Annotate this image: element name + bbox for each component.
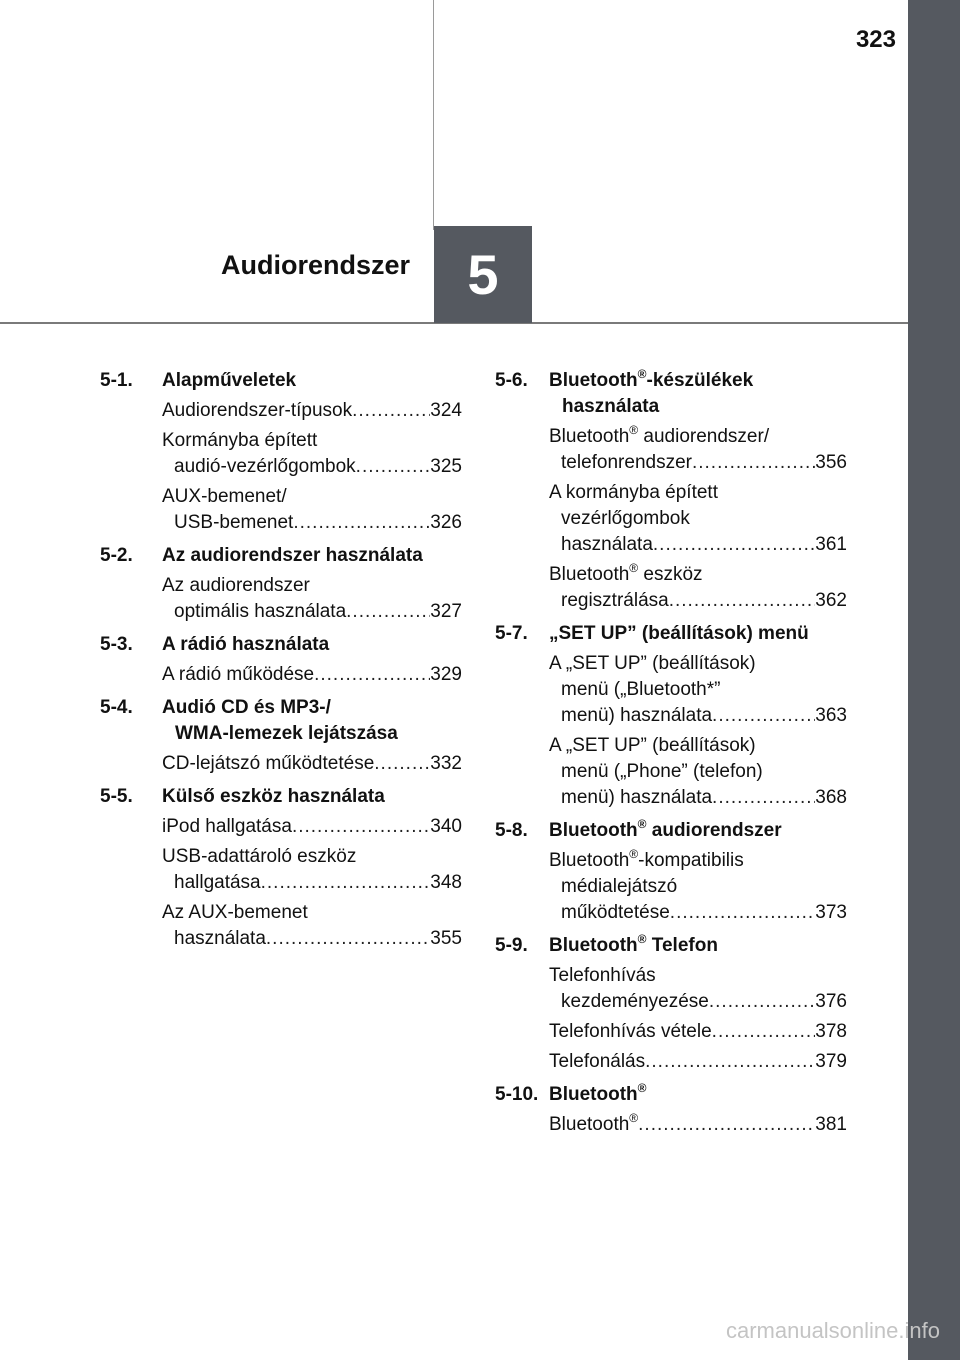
section-number: 5-1. — [100, 370, 133, 391]
entry-title: A „SET UP” (beállítások) — [549, 735, 756, 756]
entry-page: 381 — [815, 1114, 847, 1135]
toc-section-5-3 — [100, 632, 462, 688]
dot-leader — [670, 900, 816, 926]
entry-page: 348 — [430, 872, 462, 893]
dot-leader — [669, 588, 816, 614]
entry-title: Telefonálás — [549, 1051, 646, 1072]
section-number: 5-2. — [100, 545, 133, 566]
toc-entry[interactable] — [162, 428, 462, 480]
toc-entry[interactable] — [162, 844, 462, 896]
entry-page: 325 — [430, 456, 462, 477]
section-heading[interactable] — [100, 368, 462, 394]
section-title-line: Audió CD és MP3-/ — [162, 697, 331, 718]
dot-leader — [709, 989, 815, 1015]
entry-title: Az audiorendszer — [162, 575, 310, 596]
dot-leader — [653, 532, 815, 558]
section-title-part: Bluetooth — [549, 370, 638, 391]
section-heading[interactable] — [495, 818, 847, 844]
toc-entry[interactable] — [549, 848, 847, 926]
entry-page: 326 — [430, 512, 462, 533]
section-heading[interactable] — [495, 368, 847, 420]
entry-title-cont: használata — [174, 928, 266, 949]
toc-section-5-7 — [495, 621, 847, 811]
dot-leader — [346, 599, 430, 625]
toc-entry[interactable] — [549, 733, 847, 811]
section-number: 5-9. — [495, 935, 528, 956]
section-title: A rádió használata — [162, 634, 330, 655]
registered-mark: ® — [629, 847, 639, 861]
registered-mark: ® — [629, 423, 639, 437]
entry-page: 355 — [430, 928, 462, 949]
section-heading[interactable] — [100, 784, 462, 810]
entry-title — [549, 1112, 638, 1138]
section-number: 5-7. — [495, 623, 528, 644]
section-heading[interactable] — [100, 695, 462, 747]
section-heading[interactable] — [100, 543, 462, 569]
entry-page: 373 — [815, 902, 847, 923]
toc-entry[interactable] — [549, 1049, 847, 1075]
section-title: „SET UP” (beállítások) menü — [549, 623, 809, 644]
dot-leader — [692, 450, 815, 476]
registered-mark: ® — [637, 367, 647, 381]
section-number: 5-5. — [100, 786, 133, 807]
entry-title: Telefonhívás — [549, 965, 656, 986]
section-title-part: -készülékek — [646, 370, 754, 391]
toc-entry[interactable] — [549, 480, 847, 558]
entry-title: USB-adattároló eszköz — [162, 846, 357, 867]
toc-entry[interactable] — [549, 963, 847, 1015]
entry-title: Bluetooth — [549, 564, 630, 585]
section-title — [549, 1082, 847, 1108]
toc-section-5-1 — [100, 368, 462, 536]
section-title-part: Bluetooth — [549, 935, 638, 956]
dot-leader — [314, 662, 430, 688]
section-heading[interactable] — [495, 1082, 847, 1108]
section-title — [549, 933, 847, 959]
toc-entry[interactable] — [549, 562, 847, 614]
section-heading[interactable] — [495, 933, 847, 959]
dot-leader — [712, 785, 815, 811]
entry-page: 327 — [430, 601, 462, 622]
toc-entry[interactable] — [162, 900, 462, 952]
entry-page: 356 — [815, 452, 847, 473]
section-heading[interactable] — [495, 621, 847, 647]
toc-right-column — [495, 368, 847, 1145]
entry-title-cont: menü) használata — [561, 787, 713, 808]
entry-title-cont: működtetése — [561, 902, 670, 923]
section-title-line: WMA-lemezek lejátszása — [175, 723, 398, 744]
dot-leader — [261, 870, 431, 896]
entry-title: iPod hallgatása — [162, 816, 292, 837]
chapter-title: Audiorendszer — [220, 250, 410, 280]
entry-title: Telefonhívás vétele — [549, 1021, 712, 1042]
page-number: 323 — [855, 26, 896, 53]
section-title-line: használata — [562, 396, 660, 417]
entry-title-cont: optimális használata — [174, 601, 347, 622]
section-number: 5-6. — [495, 370, 528, 391]
chapter-side-tab — [908, 0, 960, 1360]
entry-title: Bluetooth — [549, 850, 630, 871]
toc-entry[interactable] — [162, 751, 462, 777]
entry-page: 329 — [430, 664, 462, 685]
toc-entry[interactable] — [162, 814, 462, 840]
entry-page: 332 — [430, 753, 462, 774]
entry-page: 362 — [815, 590, 847, 611]
toc-entry[interactable] — [549, 1019, 847, 1045]
entry-title: eszköz — [638, 564, 703, 585]
entry-title-cont: vezérlőgombok — [561, 508, 690, 529]
section-number: 5-4. — [100, 697, 133, 718]
toc-entry[interactable] — [549, 424, 847, 476]
dot-leader — [712, 1019, 816, 1045]
toc-entry[interactable] — [549, 651, 847, 729]
dot-leader — [645, 1049, 815, 1075]
toc-entry[interactable] — [549, 1112, 847, 1138]
entry-title-cont: menü) használata — [561, 705, 713, 726]
entry-title-cont: menü („Phone” (telefon) — [561, 761, 763, 782]
entry-title: A „SET UP” (beállítások) — [549, 653, 756, 674]
toc-section-5-9 — [495, 933, 847, 1075]
toc-entry[interactable] — [162, 573, 462, 625]
section-title — [549, 818, 847, 844]
entry-title: AUX-bemenet/ — [162, 486, 287, 507]
entry-title-part: Bluetooth — [549, 1114, 630, 1135]
entry-title: CD-lejátszó működtetése — [162, 753, 375, 774]
section-number: 5-3. — [100, 634, 133, 655]
entry-page: 368 — [815, 787, 847, 808]
dot-leader — [352, 398, 430, 424]
entry-title-cont: regisztrálása — [561, 590, 669, 611]
section-number: 5-8. — [495, 820, 528, 841]
entry-title-cont: médialejátszó — [561, 876, 678, 897]
section-title: Külső eszköz használata — [162, 786, 385, 807]
registered-mark: ® — [637, 1081, 647, 1095]
section-heading[interactable] — [100, 632, 462, 658]
entry-title-cont: hallgatása — [174, 872, 261, 893]
dot-leader — [374, 751, 430, 777]
toc-left-column — [100, 368, 462, 959]
toc-section-5-6 — [495, 368, 847, 614]
header-vertical-rule — [433, 0, 434, 230]
entry-page: 340 — [430, 816, 462, 837]
entry-title-cont: használata — [561, 534, 653, 555]
entry-page: 378 — [815, 1021, 847, 1042]
dot-leader — [356, 454, 431, 480]
entry-title: A kormányba épített — [549, 482, 718, 503]
toc-section-5-10 — [495, 1082, 847, 1138]
entry-title: -kompatibilis — [638, 850, 744, 871]
entry-title-cont: kezdeményezése — [561, 991, 709, 1012]
section-title — [162, 695, 462, 747]
registered-mark: ® — [637, 817, 647, 831]
registered-mark: ® — [629, 561, 639, 575]
dot-leader — [638, 1112, 815, 1138]
chapter-number-box: 5 — [434, 226, 532, 323]
registered-mark: ® — [629, 1111, 639, 1125]
watermark: carmanualsonline.info — [725, 1318, 940, 1343]
entry-title: Audiorendszer-típusok — [162, 400, 353, 421]
entry-title-cont: audió-vezérlőgombok — [174, 456, 356, 477]
registered-mark: ® — [637, 932, 647, 946]
section-title: Alapműveletek — [162, 370, 297, 391]
entry-title-cont: menü („Bluetooth*” — [561, 679, 721, 700]
section-title — [549, 368, 847, 420]
entry-title-cont: telefonrendszer — [561, 452, 692, 473]
entry-page: 361 — [815, 534, 847, 555]
entry-page: 379 — [815, 1051, 847, 1072]
entry-page: 376 — [815, 991, 847, 1012]
dot-leader — [266, 926, 430, 952]
section-number: 5-10. — [495, 1084, 539, 1105]
toc-entry[interactable] — [162, 484, 462, 536]
dot-leader — [292, 814, 430, 840]
dot-leader — [712, 703, 815, 729]
dot-leader — [293, 510, 430, 536]
entry-title-cont: USB-bemenet — [174, 512, 294, 533]
section-title-part: Bluetooth — [549, 820, 638, 841]
section-title: Az audiorendszer használata — [162, 545, 423, 566]
toc-section-5-5 — [100, 784, 462, 952]
toc-section-5-4 — [100, 695, 462, 777]
entry-title: Bluetooth — [549, 426, 630, 447]
entry-title: audiorendszer/ — [638, 426, 770, 447]
section-title-part: Telefon — [646, 935, 718, 956]
section-title-part: Bluetooth — [549, 1084, 638, 1105]
toc-entry[interactable] — [162, 662, 462, 688]
entry-page: 363 — [815, 705, 847, 726]
entry-title: Az AUX-bemenet — [162, 902, 308, 923]
toc-section-5-2 — [100, 543, 462, 625]
toc-entry[interactable] — [162, 398, 462, 424]
entry-title: Kormányba épített — [162, 430, 318, 451]
section-title-part: audiorendszer — [646, 820, 782, 841]
toc-section-5-8 — [495, 818, 847, 926]
entry-page: 324 — [430, 400, 462, 421]
entry-title: A rádió működése — [162, 664, 315, 685]
